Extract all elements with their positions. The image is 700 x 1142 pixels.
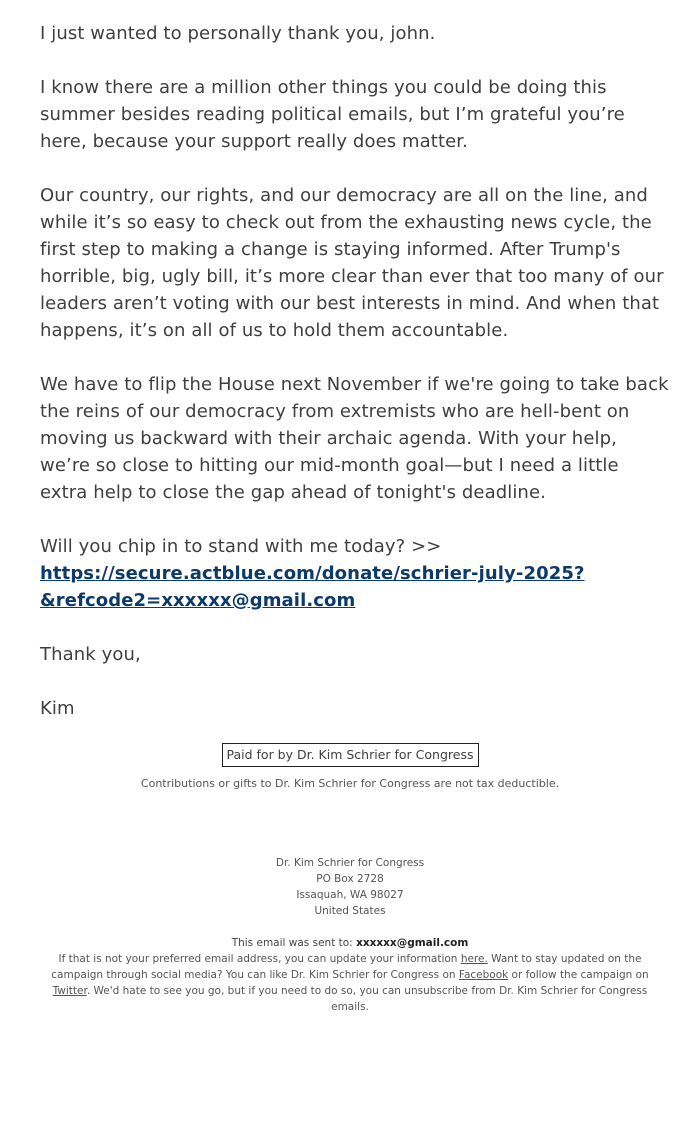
address-org: Dr. Kim Schrier for Congress: [275, 857, 425, 869]
greeting-text: I just wanted to personally thank you, john.: [40, 23, 436, 44]
email-body: [40, 20, 670, 722]
signoff-text: Thank you,: [40, 644, 141, 665]
footer-notice: [45, 951, 655, 1015]
signature-text: Kim: [40, 698, 75, 719]
sent-to-label: This email was sent to:: [231, 937, 357, 949]
address-city: Issaquah, WA 98027: [296, 889, 404, 901]
paragraph-democracy: Our country, our rights, and our democracy are all on the line, and while it’s so easy to check out from the exhausting news cycle, the first step to making a change is staying informed. After Trump's horrible, big, ugly bill, it’s more clear than ever that too many of our leaders aren’t voting with our best interests in mind. And when that happens, it’s on all of us to hold them accountable.: [40, 185, 664, 341]
address-po-box: PO Box 2728: [316, 873, 384, 885]
donate-link-line2: &refcode2=xxxxxx@gmail.com: [40, 590, 356, 611]
footer-text-4: . We'd hate to see you go, but if you need to do so, you can unsubscribe from Dr. Kim Schrier for Congress emails.: [86, 985, 648, 1013]
paid-for-disclaimer: Paid for by Dr. Kim Schrier for Congress: [222, 743, 479, 767]
ask-text: Will you chip in to stand with me today? >>: [40, 536, 442, 557]
address-country: United States: [314, 905, 386, 917]
twitter-link[interactable]: Twitter: [52, 985, 87, 997]
footer-text-3: or follow the campaign on: [508, 969, 649, 981]
sent-to-email: xxxxxx@gmail.com: [356, 937, 469, 949]
donate-link[interactable]: [40, 560, 585, 614]
tax-deductible-note: Contributions or gifts to Dr. Kim Schrier for Congress are not tax deductible.: [140, 777, 560, 790]
paragraph-thanks: I know there are a million other things you could be doing this summer besides reading political emails, but I’m grateful you’re here, because your support really does matter.: [40, 77, 625, 152]
paid-for-container: [0, 743, 700, 767]
footer-text-2: Want to stay updated on the campaign through social media? You can like Dr. Kim Schrier for Congress on: [51, 953, 642, 981]
donation-ask: [40, 533, 670, 614]
footer-text-1: If that is not your preferred email address, you can update your information: [58, 953, 461, 965]
paragraph-flip-house: We have to flip the House next November if we're going to take back the reins of our democracy from extremists who are hell-bent on moving us backward with their archaic agenda. With your help, we’re so close to hitting our mid-month goal—but I need a little extra help to close the gap ahead of tonight's deadline.: [40, 374, 669, 503]
mailing-address: [0, 855, 700, 919]
sent-to-line: [0, 935, 700, 951]
update-info-link[interactable]: here.: [460, 953, 488, 965]
facebook-link[interactable]: Facebook: [458, 969, 509, 981]
donate-link-line1: https://secure.actblue.com/donate/schrier-july-2025?: [40, 563, 585, 584]
